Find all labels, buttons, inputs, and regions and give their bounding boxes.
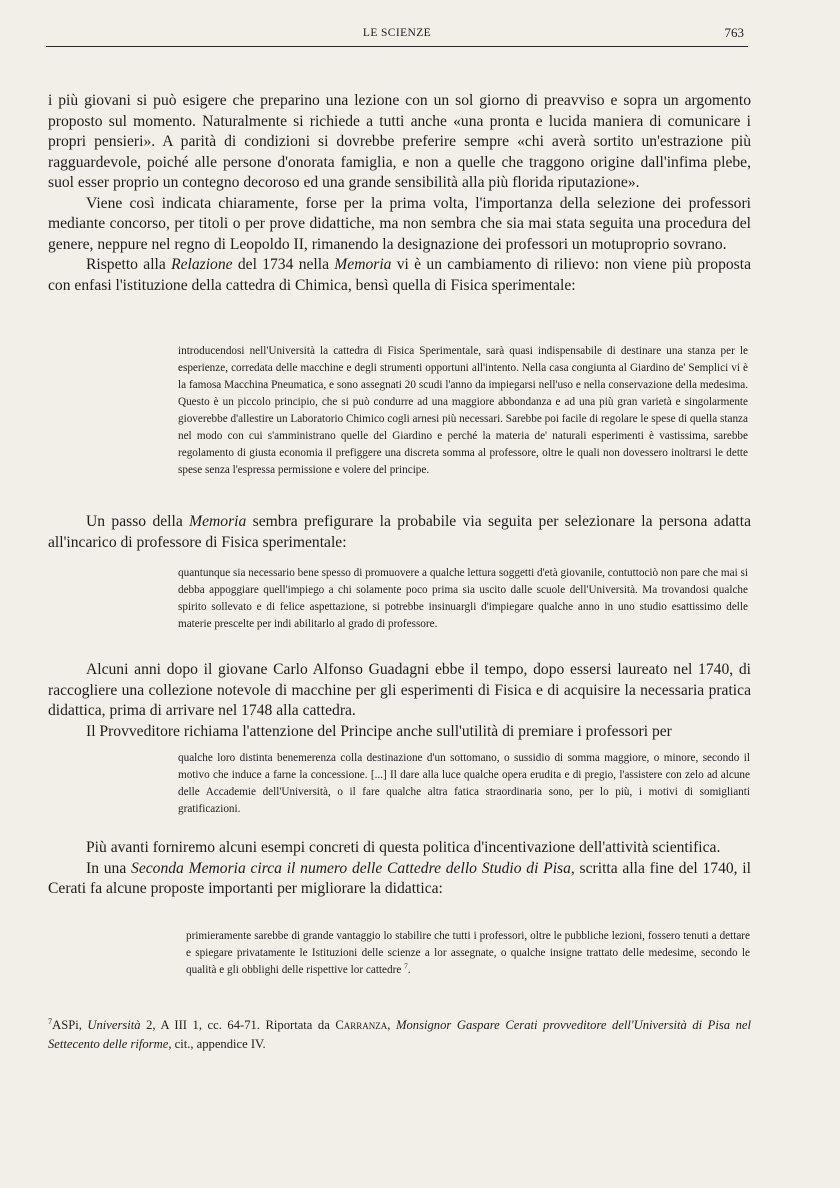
- body-text-block-4: [48, 838, 751, 900]
- book-title-italic: Monsignor Gaspare Cerati provveditore dell'Università di Pisa nel Settecento delle riforme: [48, 1018, 752, 1051]
- title-italic: Memoria: [189, 513, 247, 530]
- paragraph: Il Provveditore richiama l'attenzione del Principe anche sull'utilità di premiare i professori per: [86, 722, 672, 740]
- page-header: [46, 24, 748, 47]
- body-text-block-2: [48, 512, 751, 553]
- footnote-reference: 7: [404, 962, 408, 971]
- title-italic: Memoria: [334, 256, 392, 273]
- body-text-block-3: [48, 660, 751, 742]
- paragraph: Un passo della Memoria sembra prefigurare la probabile via seguita per selezionare la persona adatta all'incarico di professore di Fisica sperimentale:: [48, 513, 751, 551]
- block-quote: introducendosi nell'Università la cattedra di Fisica Sperimentale, sarà quasi indispensabile di destinare una stanza per le esperienze, corredata delle macchine e degli strumenti opportuni all'intento. Nella casa congiunta al Giardino de' Semplici vi è la famosa Macchina Pneumatica, e sono assegnati 20 scudi l'anno da impiegarsi nell'uso e nella conservazione della medesima. Questo è un piccolo principio, che si può condurre ad una maggiore abbondanza e ad una più gran varietà e singolarmente gioverebbe d'allestire un Laboratorio Chimico cogli arnesi più necessari. Sarebbe poi facile di regolare le spese di quella stanza nel modo con cui s'amministrano quelle del Giardino e perché la materia de' naturali esperimenti è vastissima, sarebbe regolamento di giusta economia il prefiggere una discreta somma al professore, oltre le quali non dovessero inoltrarsi le dette spese senza l'espressa permissione e volere del principe.: [178, 345, 748, 476]
- paragraph: Alcuni anni dopo il giovane Carlo Alfonso Guadagni ebbe il tempo, dopo essersi laureato nel 1740, di raccogliere una collezione notevole di macchine per gli esperimenti di Fisica e di acquisire la necessaria pratica didattica, prima di arrivare nel 1748 alla cattedra.: [48, 661, 751, 719]
- block-quote: qualche loro distinta benemerenza colla destinazione d'un sottomano, o sussidio di somma maggiore, o minore, secondo il motivo che induce a farne la concessione. [...] Il dare alla luce qualche opera erudita e di pregio, l'assistere con zelo ad alcune delle Accademie dell'Università, o il fare qualche altra fatica straordinaria sono, per lo più, i motivi di somiglianti gratificazioni.: [178, 752, 750, 815]
- paragraph: Rispetto alla Relazione del 1734 nella Memoria vi è un cambiamento di rilievo: non viene più proposta con enfasi l'istituzione della cattedra di Chimica, bensì quella di Fisica sperimentale:: [48, 256, 751, 294]
- paragraph: In una Seconda Memoria circa il numero delle Cattedre dello Studio di Pisa, scritta alla fine del 1740, il Cerati fa alcune proposte importanti per migliorare la didattica:: [48, 859, 751, 897]
- block-quote: primieramente sarebbe di grande vantaggio lo stabilire che tutti i professori, oltre le pubbliche lezioni, fossero tenuti a dettare e spiegare privatamente le Istituzioni delle scienze a lor assegnate, o qualche insigne trattato delle medesime, secondo le qualità e gli obblighi delle rispettive lor cattedre $^7$.: [186, 930, 750, 976]
- footnote: $^7$ASPi, Università 2, A III 1, cc. 64-71. Riportata da Carranza, Monsignor Gaspare Cerati provveditore dell'Università di Pisa nel Settecento delle riforme, cit., appendice IV.: [48, 1016, 752, 1051]
- body-text-block-1: [48, 91, 751, 296]
- paragraph: Viene così indicata chiaramente, forse per la prima volta, l'importanza della selezione dei professori mediante concorso, per titoli o per prove didattiche, ma non sembra che sia mai stata seguita una procedura del genere, neppure nel regno di Leopoldo II, rimanendo la designazione dei professori un motuproprio sovrano.: [48, 194, 751, 253]
- paragraph: Più avanti forniremo alcuni esempi concreti di questa politica d'incentivazione dell'attività scientifica.: [86, 839, 721, 856]
- running-title: LE SCIENZE: [362, 27, 432, 39]
- paragraph: i più giovani si può esigere che preparino una lezione con un sol giorno di preavviso e sopra un argomento proposto sul momento. Naturalmente si richiede a tutti anche «una pronta e lucida maniera di comunicare i propri pensieri». A parità di condizioni si dovrebbe preferire sempre «chi averà sortito un'estrazione più ragguardevole, poiché alle persone d'onorata famiglia, e non a quelle che traggono origine dall'infima plebe, suol esser proprio un contegno decoroso ed una grande sensibilità alla più florida riputazione».: [48, 92, 751, 191]
- page-number: 763: [724, 25, 744, 40]
- title-italic: Seconda Memoria circa il numero delle Cattedre dello Studio di Pisa: [131, 859, 571, 877]
- title-italic: Relazione: [171, 256, 233, 273]
- block-quote: quantunque sia necessario bene spesso di promuovere a qualche lettura soggetti d'età giovanile, contuttociò non pare che mai si debba appoggiare quell'impiego a chi solamente poco prima sia uscito dalle scuole dell'Università. Ma trovandosi qualche spirito sollevato e di felice aspettazione, si potrebbe insinuargli d'impiegare qualche anno in uno studio esattissimo delle materie prescelte per indi abilitarlo al grado di professore.: [178, 567, 748, 630]
- footnote-marker: 7: [48, 1016, 53, 1026]
- author-small-caps: Carranza: [335, 1018, 388, 1032]
